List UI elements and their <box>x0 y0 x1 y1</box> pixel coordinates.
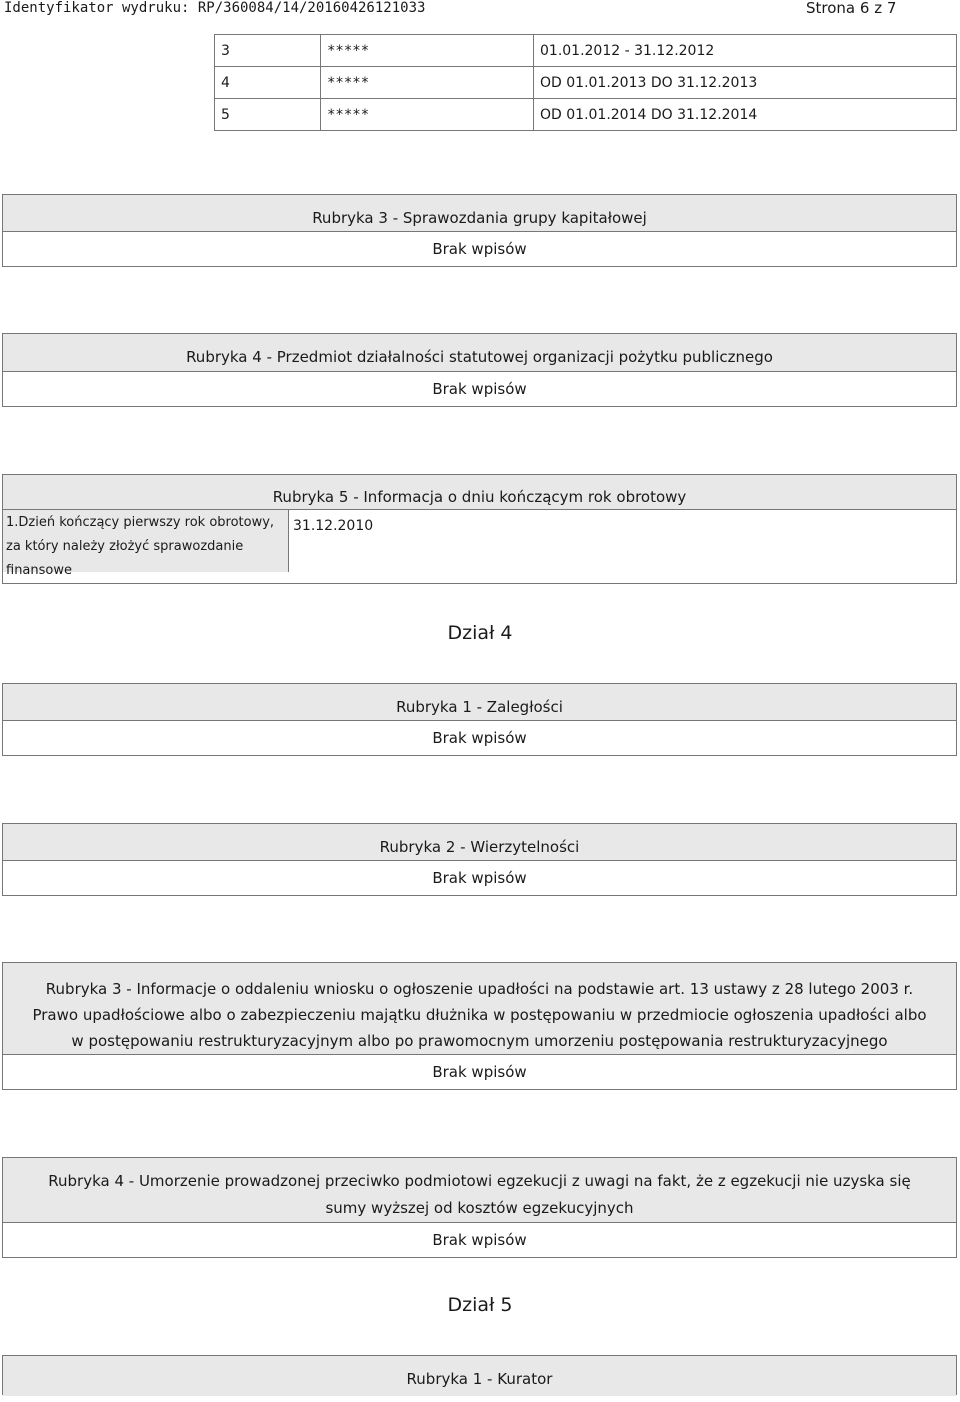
table-row <box>215 67 957 99</box>
section-dzial3-rubryka4 <box>2 333 957 407</box>
field-row <box>3 510 956 578</box>
period-value: OD 01.01.2013 DO 31.12.2013 <box>534 67 957 99</box>
section-heading: Rubryka 1 - Kurator <box>3 1356 956 1396</box>
field-value: 31.12.2010 <box>293 518 374 534</box>
section-dzial4-rubryka1 <box>2 683 957 756</box>
page-number: Strona 6 z 7 <box>806 0 897 17</box>
field-label-line: 1.Dzień kończący pierwszy rok obrotowy, <box>6 515 275 530</box>
empty-entries-label: Brak wpisów <box>432 240 527 258</box>
heading-line: w postępowaniu restrukturyzacyjnym albo po prawomocnym umorzeniu postępowania restrukturyzacyjnego <box>71 1032 888 1050</box>
section-heading <box>3 963 956 1055</box>
period-value: OD 01.01.2014 DO 31.12.2014 <box>534 99 957 131</box>
field-label-line: za który należy złożyć sprawozdanie <box>6 539 244 554</box>
masked-value: ***** <box>321 99 534 131</box>
section-heading: Rubryka 3 - Sprawozdania grupy kapitałowej <box>3 195 956 232</box>
heading-line: Rubryka 4 - Umorzenie prowadzonej przeciwko podmiotowi egzekucji z uwagi na fakt, że z egzekucji nie uzyska się <box>48 1172 911 1190</box>
division-title: Dział 4 <box>447 622 513 644</box>
section-dzial4-rubryka3 <box>2 962 957 1090</box>
empty-entries-label: Brak wpisów <box>432 1231 527 1249</box>
section-heading: Rubryka 4 - Przedmiot działalności statutowej organizacji pożytku publicznego <box>3 334 956 372</box>
section-dzial4-rubryka2 <box>2 823 957 896</box>
heading-line: Prawo upadłościowe albo o zabezpieczeniu majątku dłużnika w postępowaniu w przedmiocie ogłoszenia upadłości albo <box>32 1006 927 1024</box>
heading-line: sumy wyższej od kosztów egzekucyjnych <box>325 1199 634 1217</box>
section-dzial3-rubryka5 <box>2 474 957 584</box>
masked-value: ***** <box>321 67 534 99</box>
section-dzial4-rubryka4 <box>2 1157 957 1258</box>
row-number: 3 <box>215 35 321 67</box>
financial-periods-table <box>214 34 957 131</box>
section-heading: Rubryka 1 - Zaległości <box>3 684 956 721</box>
masked-value: ***** <box>321 35 534 67</box>
period-value: 01.01.2012 - 31.12.2012 <box>534 35 957 67</box>
section-heading: Rubryka 5 - Informacja o dniu kończącym rok obrotowy <box>3 475 956 510</box>
table-row <box>215 99 957 131</box>
row-number: 5 <box>215 99 321 131</box>
field-label <box>3 510 289 578</box>
empty-entries-label: Brak wpisów <box>432 869 527 887</box>
table-row <box>215 35 957 67</box>
section-dzial5-rubryka1 <box>2 1355 957 1395</box>
section-heading: Rubryka 2 - Wierzytelności <box>3 824 956 861</box>
section-dzial3-rubryka3 <box>2 194 957 267</box>
row-number: 4 <box>215 67 321 99</box>
empty-entries-label: Brak wpisów <box>432 1063 527 1081</box>
print-identifier: Identyfikator wydruku: RP/360084/14/20160426121033 <box>4 0 426 16</box>
heading-line: Rubryka 3 - Informacje o oddaleniu wniosku o ogłoszenie upadłości na podstawie art. 13 ustawy z 28 lutego 2003 r. <box>45 980 914 998</box>
empty-entries-label: Brak wpisów <box>432 729 527 747</box>
section-heading <box>3 1158 956 1223</box>
division-title: Dział 5 <box>447 1294 513 1316</box>
empty-entries-label: Brak wpisów <box>432 380 527 398</box>
field-label-line: finansowe <box>6 563 72 578</box>
